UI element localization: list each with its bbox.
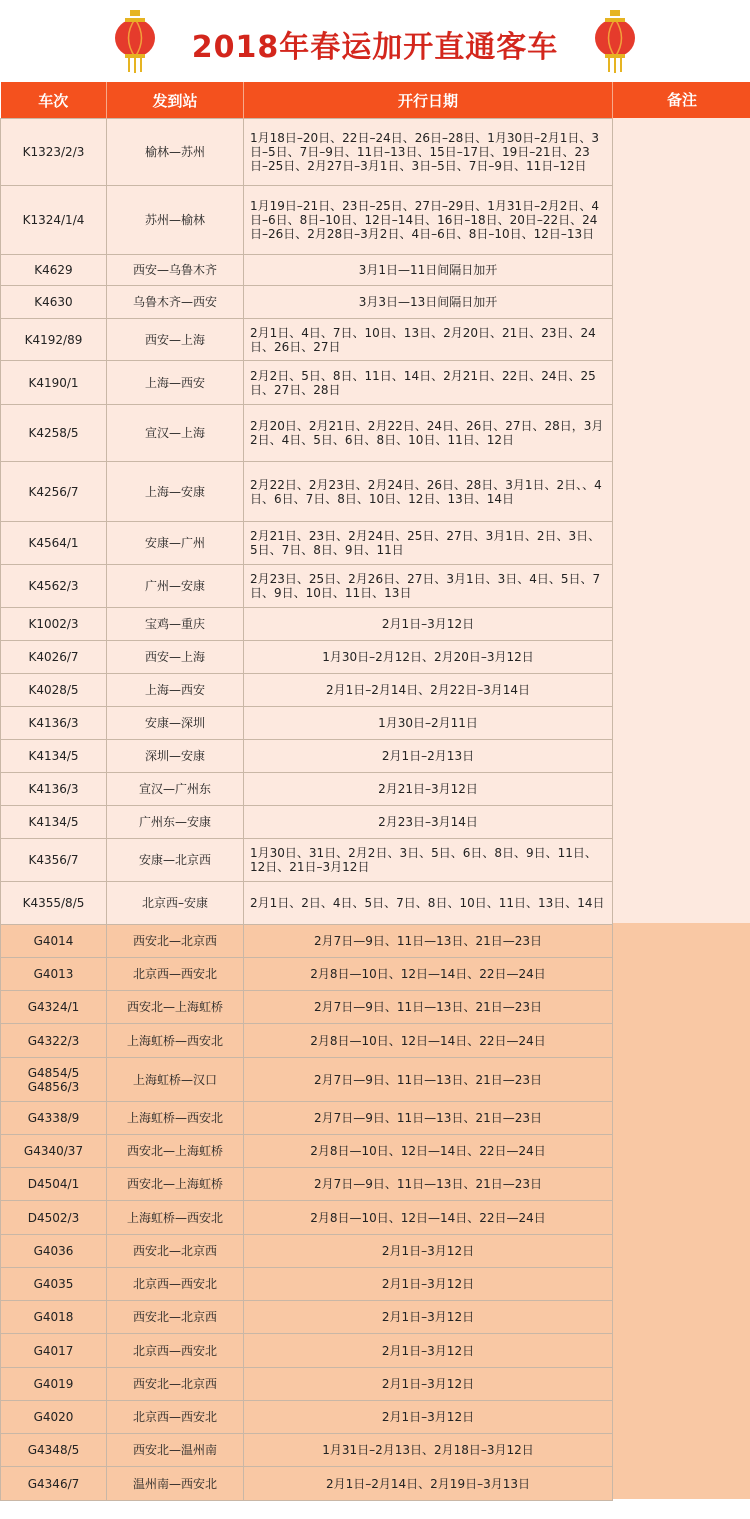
- dates-cell: 2月1日–3月12日: [244, 1401, 613, 1434]
- train-cell: D4504/1: [1, 1168, 107, 1201]
- route-cell: 安康—深圳: [107, 707, 244, 740]
- table-row: [1, 565, 613, 608]
- dates-cell: 2月1日–3月12日: [244, 1301, 613, 1334]
- dates-cell: 2月22日、2月23日、2月24日、26日、28日、3月1日、2日、、4日、6日、7日、8日、10日、12日、13日、14日: [244, 462, 613, 522]
- dates-cell: 2月1日、4日、7日、10日、13日、2月20日、21日、23日、24日、26日、27日: [244, 319, 613, 361]
- train-cell: K4134/5: [1, 806, 107, 839]
- dates-cell: 2月21日、23日、2月24日、25日、27日、3月1日、2日、3日、5日、7日、8日、9日、11日: [244, 522, 613, 565]
- table-row: [1, 958, 613, 991]
- dates-cell: 1月19日–21日、23日–25日、27日–29日、1月31日–2月2日、4日–6日、8日–10日、12日–14日、16日–18日、20日–22日、24日–26日、2月28日–3月2日、4日–6日、8日–10日、12日–13日: [244, 186, 613, 255]
- dates-cell: 2月23日–3月14日: [244, 806, 613, 839]
- train-cell: G4035: [1, 1268, 107, 1301]
- route-cell: 安康—北京西: [107, 839, 244, 882]
- dates-cell: 2月2日、5日、8日、11日、14日、2月21日、22日、24日、25日、27日、28日: [244, 361, 613, 405]
- dates-cell: 2月8日—10日、12日—14日、22日—24日: [244, 1135, 613, 1168]
- train-cell: G4014: [1, 925, 107, 958]
- train-cell: K4136/3: [1, 773, 107, 806]
- table-row: [1, 186, 613, 255]
- route-cell: 广州—安康: [107, 565, 244, 608]
- dates-cell: 2月7日—9日、11日—13日、21日—23日: [244, 1058, 613, 1102]
- table-row: [1, 991, 613, 1024]
- table-row: [1, 1168, 613, 1201]
- route-cell: 北京西–安康: [107, 882, 244, 925]
- table-row: [1, 839, 613, 882]
- table-row: [1, 286, 613, 319]
- dates-cell: 2月1日、2日、4日、5日、7日、8日、10日、11日、13日、14日: [244, 882, 613, 925]
- dates-cell: 2月8日—10日、12日—14日、22日—24日: [244, 1024, 613, 1058]
- route-cell: 上海—西安: [107, 674, 244, 707]
- dates-column-header: 开行日期: [244, 82, 613, 119]
- train-cell: K1323/2/3: [1, 119, 107, 186]
- route-cell: 温州南—西安北: [107, 1467, 244, 1501]
- train-cell: G4013: [1, 958, 107, 991]
- table-row: [1, 1268, 613, 1301]
- dates-cell: 2月1日–3月12日: [244, 1268, 613, 1301]
- train-cell: G4340/37: [1, 1135, 107, 1168]
- table-row: [1, 1135, 613, 1168]
- route-cell: 上海虹桥—西安北: [107, 1201, 244, 1235]
- dates-cell: 1月18日–20日、22日–24日、26日–28日、1月30日–2月1日、3日–5日、7日–9日、11日–13日、15日–17日、19日–21日、23日–25日、2月27日–3月1日、3日–5日、7日–9日、11日–12日: [244, 119, 613, 186]
- route-cell: 宣汉—上海: [107, 405, 244, 462]
- lantern-icon: [592, 10, 638, 74]
- route-cell: 上海—安康: [107, 462, 244, 522]
- table-row: [1, 255, 613, 286]
- train-cell: K4356/7: [1, 839, 107, 882]
- train-cell: G4020: [1, 1401, 107, 1434]
- dates-cell: 3月3日—13日间隔日加开: [244, 286, 613, 319]
- route-cell: 上海虹桥—西安北: [107, 1102, 244, 1135]
- route-cell: 西安—上海: [107, 319, 244, 361]
- route-cell: 西安北—温州南: [107, 1434, 244, 1467]
- train-cell: G4346/7: [1, 1467, 107, 1501]
- table-row: [1, 1368, 613, 1401]
- table-row: [1, 361, 613, 405]
- schedule-table: [0, 82, 613, 1501]
- dates-cell: 2月1日–3月12日: [244, 1334, 613, 1368]
- train-cell: K4134/5: [1, 740, 107, 773]
- dates-cell: 2月23日、25日、2月26日、27日、3月1日、3日、4日、5日、7日、9日、10日、11日、13日: [244, 565, 613, 608]
- train-cell: K4629: [1, 255, 107, 286]
- route-cell: 乌鲁木齐—西安: [107, 286, 244, 319]
- train-cell: K4028/5: [1, 674, 107, 707]
- dates-cell: 2月8日—10日、12日—14日、22日—24日: [244, 1201, 613, 1235]
- dates-cell: 2月21日–3月12日: [244, 773, 613, 806]
- route-cell: 西安北—北京西: [107, 925, 244, 958]
- route-cell: 北京西—西安北: [107, 1268, 244, 1301]
- route-cell: 西安—上海: [107, 641, 244, 674]
- train-cell: K4136/3: [1, 707, 107, 740]
- train-cell: K4258/5: [1, 405, 107, 462]
- route-cell: 广州东—安康: [107, 806, 244, 839]
- page-title: 2018年春运加开直通客车: [191, 30, 559, 65]
- table-row: [1, 1301, 613, 1334]
- dates-cell: 2月1日–2月14日、2月19日–3月13日: [244, 1467, 613, 1501]
- table-row: [1, 740, 613, 773]
- route-cell: 苏州—榆林: [107, 186, 244, 255]
- table-row: [1, 1024, 613, 1058]
- table-row: [1, 773, 613, 806]
- train-cell: G4324/1: [1, 991, 107, 1024]
- table-row: [1, 1058, 613, 1102]
- table-row: [1, 641, 613, 674]
- table-row: [1, 608, 613, 641]
- train-cell: K4190/1: [1, 361, 107, 405]
- dates-cell: 1月30日–2月12日、2月20日–3月12日: [244, 641, 613, 674]
- train-column-header: 车次: [1, 82, 107, 119]
- remark-cell-k-section: [612, 118, 750, 923]
- route-cell: 西安北—上海虹桥: [107, 1135, 244, 1168]
- dates-cell: 2月20日、2月21日、2月22日、24日、26日、27日、28日，3月2日、4日、5日、6日、8日、10日、11日、12日: [244, 405, 613, 462]
- dates-cell: 2月1日–2月14日、2月22日–3月14日: [244, 674, 613, 707]
- train-cell: G4018: [1, 1301, 107, 1334]
- route-cell: 西安北—上海虹桥: [107, 1168, 244, 1201]
- table-row: [1, 1201, 613, 1235]
- table-row: [1, 462, 613, 522]
- table-row: [1, 925, 613, 958]
- route-cell: 西安—乌鲁木齐: [107, 255, 244, 286]
- dates-cell: 2月8日—10日、12日—14日、22日—24日: [244, 958, 613, 991]
- table-row: [1, 1334, 613, 1368]
- route-cell: 榆林—苏州: [107, 119, 244, 186]
- train-cell: G4348/5: [1, 1434, 107, 1467]
- dates-cell: 2月7日—9日、11日—13日、21日—23日: [244, 991, 613, 1024]
- table-row: [1, 522, 613, 565]
- remark-column-header: 备注: [612, 82, 750, 118]
- dates-cell: 2月7日—9日、11日—13日、21日—23日: [244, 925, 613, 958]
- train-cell: K1324/1/4: [1, 186, 107, 255]
- table-row: [1, 707, 613, 740]
- dates-cell: 2月7日—9日、11日—13日、21日—23日: [244, 1168, 613, 1201]
- train-cell: G4322/3: [1, 1024, 107, 1058]
- route-cell: 西安北—北京西: [107, 1235, 244, 1268]
- table-row: [1, 119, 613, 186]
- route-cell: 北京西—西安北: [107, 1334, 244, 1368]
- train-cell: K4564/1: [1, 522, 107, 565]
- route-cell: 西安北—北京西: [107, 1368, 244, 1401]
- table-row: [1, 882, 613, 925]
- train-cell: G4338/9: [1, 1102, 107, 1135]
- dates-cell: 3月1日—11日间隔日加开: [244, 255, 613, 286]
- table-row: [1, 1401, 613, 1434]
- table-row: [1, 405, 613, 462]
- dates-cell: 2月1日–3月12日: [244, 1368, 613, 1401]
- table-row: [1, 319, 613, 361]
- route-cell: 安康—广州: [107, 522, 244, 565]
- dates-cell: 1月30日–2月11日: [244, 707, 613, 740]
- dates-cell: 1月31日–2月13日、2月18日–3月12日: [244, 1434, 613, 1467]
- table-row: [1, 1102, 613, 1135]
- train-cell: K4026/7: [1, 641, 107, 674]
- train-cell: G4017: [1, 1334, 107, 1368]
- route-cell: 宝鸡—重庆: [107, 608, 244, 641]
- train-cell: K4355/8/5: [1, 882, 107, 925]
- dates-cell: 2月1日–3月12日: [244, 608, 613, 641]
- route-cell: 宣汉—广州东: [107, 773, 244, 806]
- table-row: [1, 1434, 613, 1467]
- route-cell: 上海虹桥—汉口: [107, 1058, 244, 1102]
- train-cell: G4854/5 G4856/3: [1, 1058, 107, 1102]
- route-cell: 上海—西安: [107, 361, 244, 405]
- train-cell: K1002/3: [1, 608, 107, 641]
- route-cell: 深圳—安康: [107, 740, 244, 773]
- train-cell: K4630: [1, 286, 107, 319]
- train-cell: D4502/3: [1, 1201, 107, 1235]
- dates-cell: 2月7日—9日、11日—13日、21日—23日: [244, 1102, 613, 1135]
- train-cell: G4036: [1, 1235, 107, 1268]
- route-cell: 西安北—上海虹桥: [107, 991, 244, 1024]
- route-cell: 西安北—北京西: [107, 1301, 244, 1334]
- page-header: [0, 0, 750, 82]
- table-row: [1, 1467, 613, 1501]
- route-cell: 北京西—西安北: [107, 958, 244, 991]
- train-cell: K4192/89: [1, 319, 107, 361]
- table-row: [1, 674, 613, 707]
- dates-cell: 2月1日–3月12日: [244, 1235, 613, 1268]
- train-cell: K4562/3: [1, 565, 107, 608]
- dates-cell: 2月1日–2月13日: [244, 740, 613, 773]
- route-cell: 北京西—西安北: [107, 1401, 244, 1434]
- table-row: [1, 1235, 613, 1268]
- train-cell: K4256/7: [1, 462, 107, 522]
- dates-cell: 1月30日、31日、2月2日、3日、5日、6日、8日、9日、11日、12日、21日–3月12日: [244, 839, 613, 882]
- train-cell: G4019: [1, 1368, 107, 1401]
- route-cell: 上海虹桥—西安北: [107, 1024, 244, 1058]
- table-header-row: [1, 82, 613, 119]
- remark-cell-g-section: [612, 923, 750, 1499]
- route-column-header: 发到站: [107, 82, 244, 119]
- table-row: [1, 806, 613, 839]
